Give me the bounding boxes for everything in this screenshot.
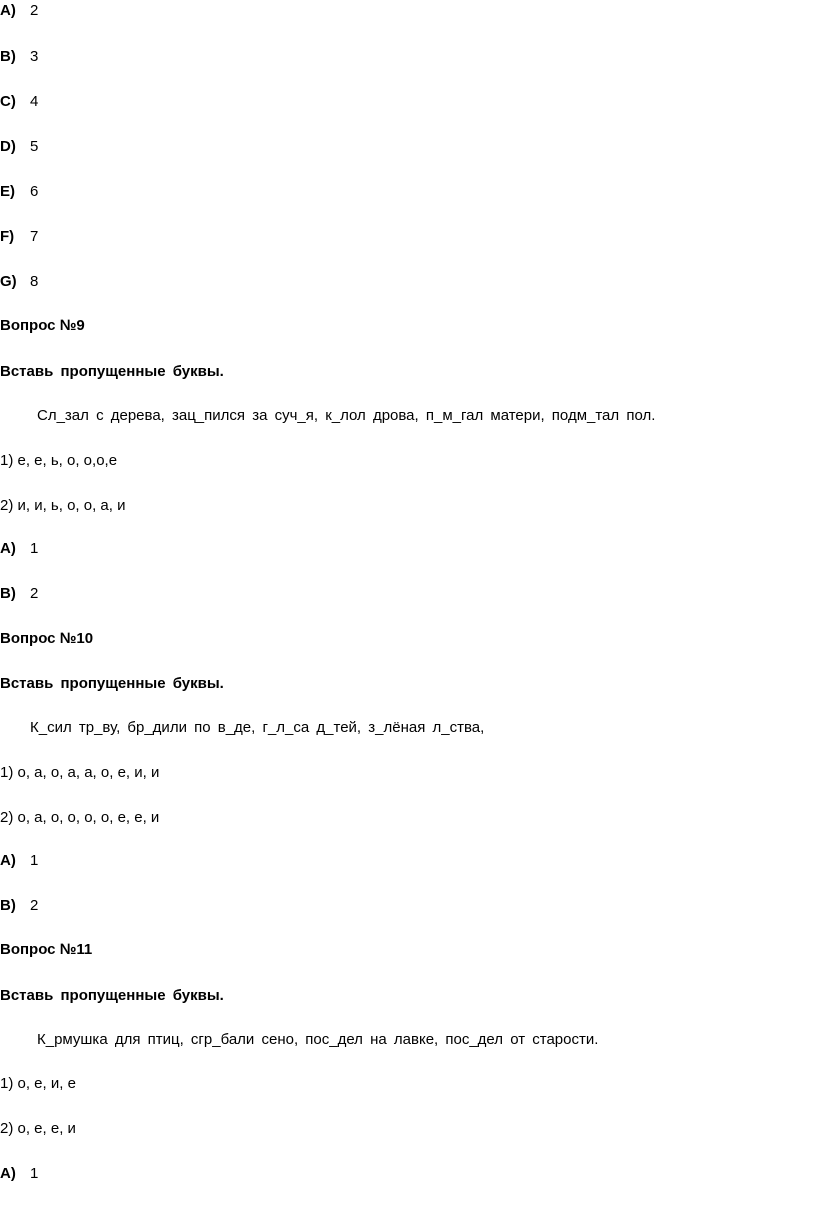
option-letter: A): [0, 540, 16, 557]
option-letter: B): [0, 48, 16, 65]
option-a: [0, 851, 38, 871]
question-instruction: Вставь пропущенные буквы.: [0, 675, 224, 692]
option-value: 2: [30, 2, 39, 19]
option-value: 5: [30, 138, 39, 155]
question-sentence: К_сил тр_ву, бр_дили по в_де, г_л_са д_тей, з_лёная л_ства,: [30, 719, 485, 736]
option-value: 6: [30, 183, 39, 200]
option-letter: B): [0, 585, 16, 602]
answer-variant: 2) и, и, ь, о, о, а, и: [0, 497, 126, 514]
option-value: 2: [30, 585, 39, 602]
answer-variant: 1) о, а, о, а, а, о, е, и, и: [0, 764, 160, 781]
option-letter: F): [0, 228, 15, 245]
option-a: [0, 1164, 38, 1184]
option-letter: G): [0, 273, 17, 290]
option-value: 8: [30, 273, 39, 290]
option-value: 7: [30, 228, 39, 245]
option-g: [0, 272, 38, 292]
option-letter: A): [0, 1165, 16, 1182]
question-title: Вопрос №11: [0, 941, 93, 958]
option-value: 3: [30, 48, 39, 65]
option-a: [0, 1, 38, 21]
question-title: Вопрос №10: [0, 630, 94, 647]
option-letter: A): [0, 2, 16, 19]
question-instruction: Вставь пропущенные буквы.: [0, 363, 224, 380]
question-title: Вопрос №9: [0, 317, 85, 334]
option-letter: B): [0, 897, 16, 914]
option-letter: C): [0, 93, 16, 110]
option-letter: E): [0, 183, 15, 200]
option-b: [0, 584, 38, 604]
question-instruction: Вставь пропущенные буквы.: [0, 987, 224, 1004]
answer-variant: 1) е, е, ь, о, о,о,е: [0, 452, 118, 469]
question-sentence: Сл_зал с дерева, зац_пился за суч_я, к_лол дрова, п_м_гал матери, подм_тал пол.: [37, 407, 656, 424]
option-e: [0, 182, 38, 202]
answer-variant: 2) о, е, е, и: [0, 1120, 76, 1137]
option-value: 1: [30, 852, 39, 869]
option-b: [0, 47, 38, 67]
option-value: 2: [30, 897, 39, 914]
option-letter: D): [0, 138, 16, 155]
answer-variant: 1) о, е, и, е: [0, 1075, 76, 1092]
question-sentence: К_рмушка для птиц, сгр_бали сено, пос_дел на лавке, пос_дел от старости.: [37, 1031, 599, 1048]
option-value: 1: [30, 1165, 39, 1182]
option-b: [0, 896, 38, 916]
option-value: 1: [30, 540, 39, 557]
option-d: [0, 137, 38, 157]
option-a: [0, 539, 38, 559]
answer-variant: 2) о, а, о, о, о, о, е, е, и: [0, 809, 160, 826]
option-c: [0, 92, 38, 112]
option-f: [0, 227, 38, 247]
option-letter: A): [0, 852, 16, 869]
option-value: 4: [30, 93, 39, 110]
